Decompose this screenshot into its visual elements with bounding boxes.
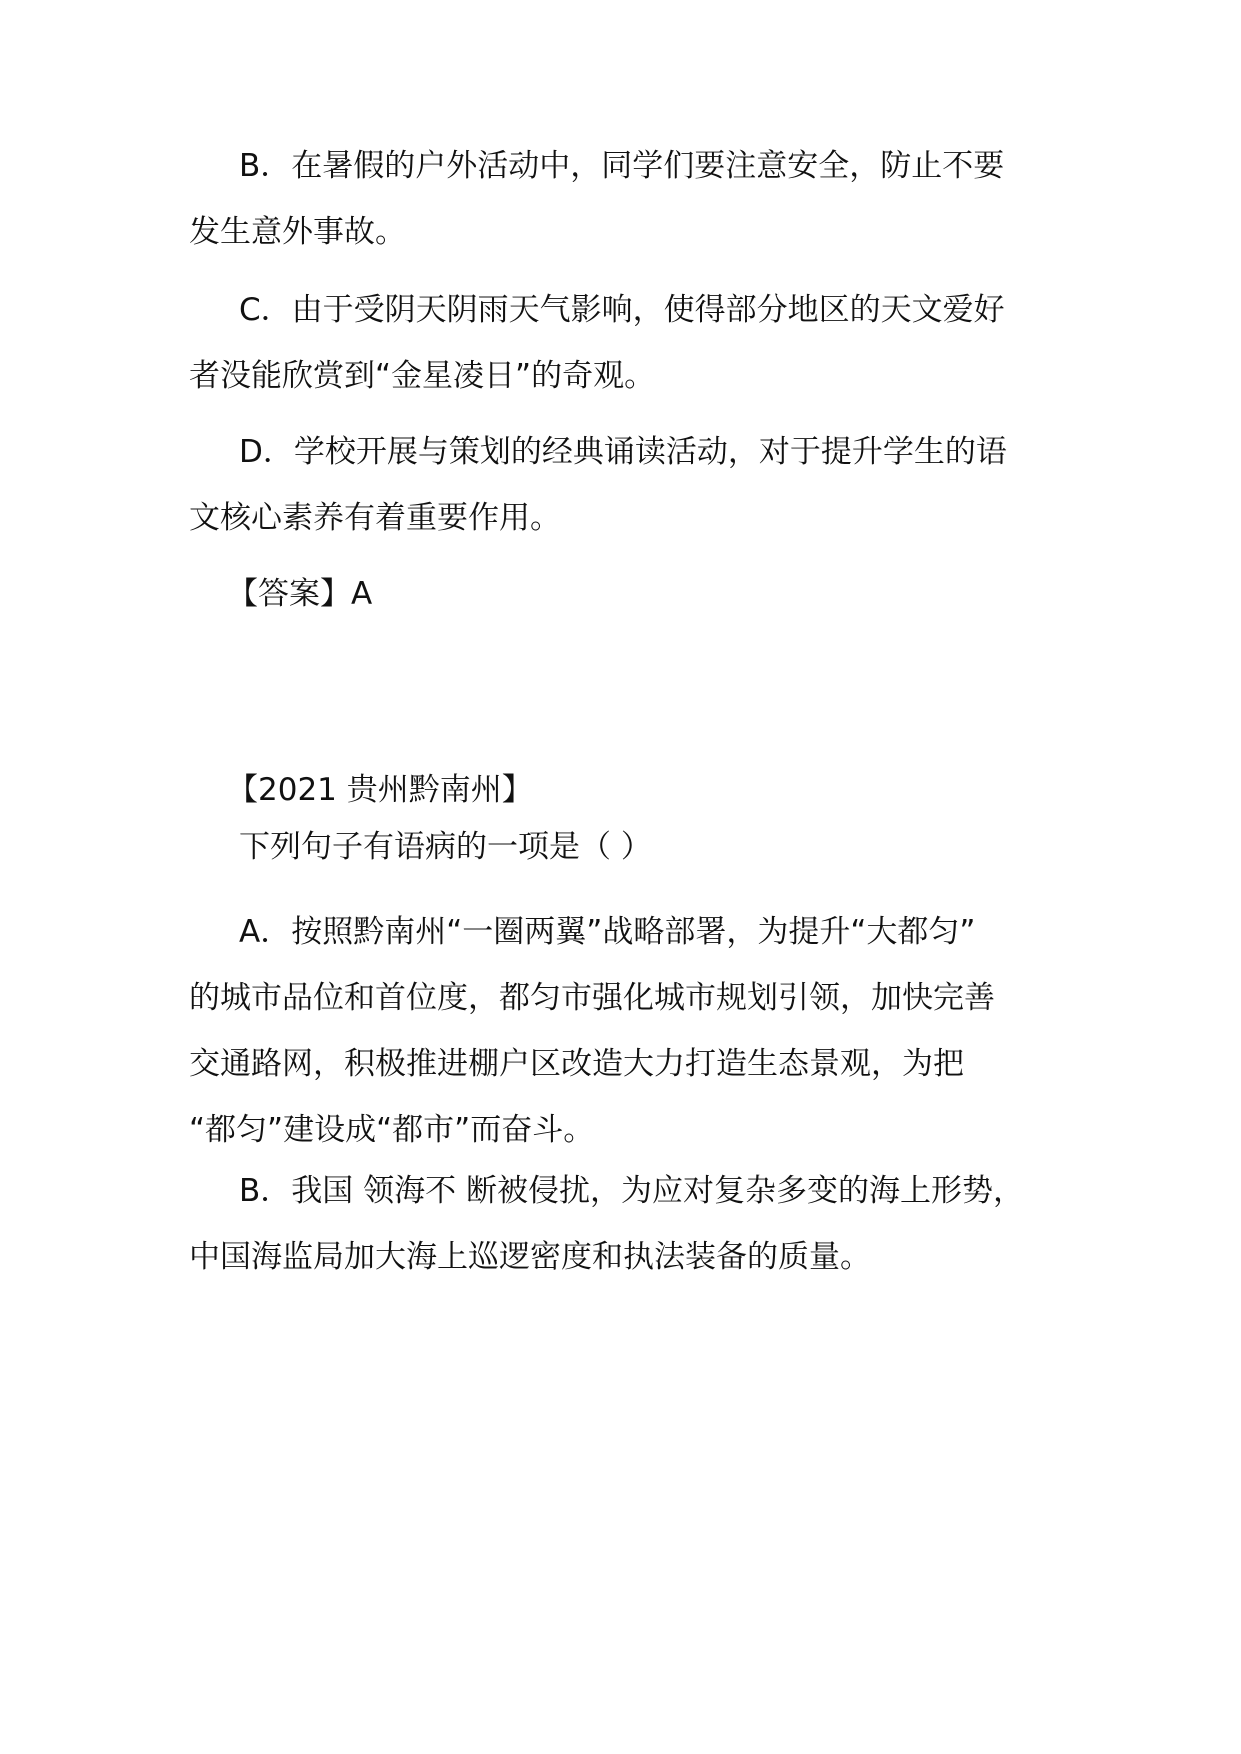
option-line: D．学校开展与策划的经典诵读活动，对于提升学生的语 <box>239 434 1007 470</box>
option-line: 中国海监局加大海上巡逻密度和执法装备的质量。 <box>189 1239 871 1275</box>
answer-text: 【答案】A <box>227 576 373 612</box>
option-line: 的城市品位和首位度，都匀市强化城市规划引领，加快完善 <box>189 980 995 1016</box>
option-a <box>189 899 1089 1163</box>
option-b-previous <box>189 133 1089 265</box>
answer-line <box>189 561 1089 627</box>
option-line: 文核心素养有着重要作用。 <box>189 500 561 536</box>
option-line: B．在暑假的户外活动中，同学们要注意安全，防止不要 <box>239 148 1005 184</box>
option-line: 发生意外事故。 <box>189 214 406 250</box>
option-line: B．我国 领海不 断被侵扰，为应对复杂多变的海上形势， <box>239 1173 1024 1209</box>
option-b <box>189 1158 1089 1290</box>
question-stem <box>189 814 1089 880</box>
option-line: C．由于受阴天阴雨天气影响，使得部分地区的天文爱好 <box>239 292 1005 328</box>
option-c-previous <box>189 277 1089 409</box>
option-line: A．按照黔南州“一圈两翼”战略部署，为提升“大都匀” <box>239 914 976 950</box>
question-stem-text: 下列句子有语病的一项是（ ） <box>239 829 652 865</box>
question-source-text: 【2021 贵州黔南州】 <box>227 772 533 808</box>
option-line: 者没能欣赏到“金星凌日”的奇观。 <box>189 358 656 394</box>
option-d-previous <box>189 419 1089 551</box>
option-line: 交通路网，积极推进棚户区改造大力打造生态景观，为把 <box>189 1046 964 1082</box>
option-line: “都匀”建设成“都市”而奋斗。 <box>189 1112 595 1148</box>
